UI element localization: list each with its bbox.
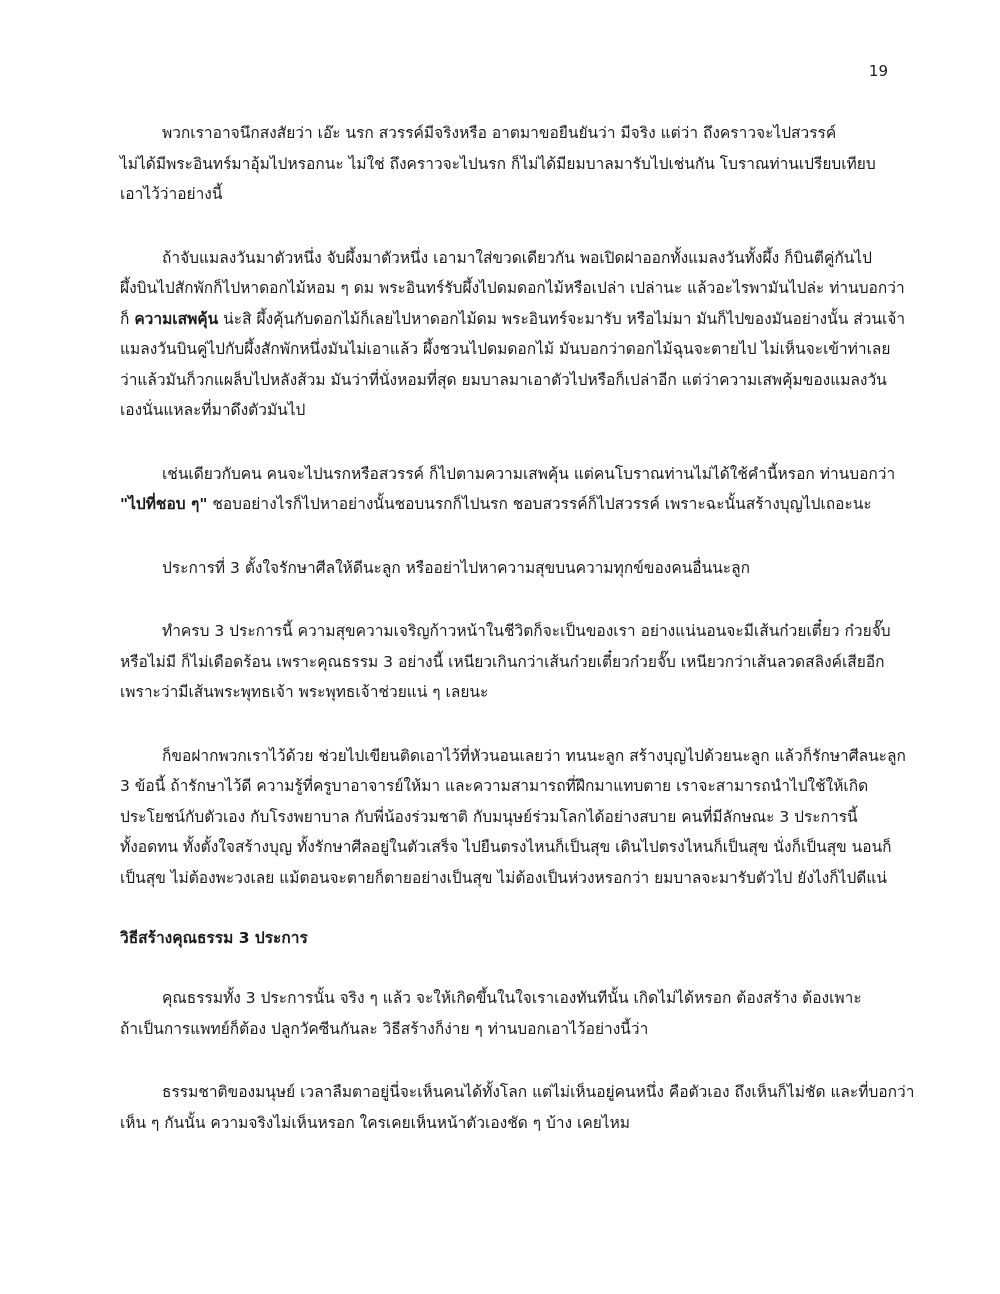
text-line-with-emphasis xyxy=(120,304,906,335)
text-line: เป็นสุข ไม่ต้องพะวงเลย แม้ตอนจะตายก็ตายอย่างเป็นสุข ไม่ต้องเป็นห่วงหรอกว่า ยมบาลจะมารับตัวไป ยังไงก็ไปดีแน่ xyxy=(120,868,887,887)
text-line: ก็ขอฝากพวกเราไว้ด้วย ช่วยไปเขียนติดเอาไว้ที่หัวนอนเลยว่า ทนนะลูก สร้างบุญไปด้วยนะลูก แล้วก็รักษาศีลนะลูก xyxy=(162,746,906,765)
text-line: เองนั่นแหละที่มาดึงตัวมันไป xyxy=(120,401,306,419)
text-segment: ชอบอย่างไรก็ไปหาอย่างนั้นชอบนรกก็ไปนรก ชอบสวรรค์ก็ไปสวรรค์ เพราะฉะนั้นสร้างบุญไปเถอะนะ xyxy=(207,495,872,513)
section-heading: วิธีสร้างคุณธรรม 3 ประการ xyxy=(120,929,308,947)
text-line: ประการที่ 3 ตั้งใจรักษาศีลให้ดีนะลูก หรืออย่าไปหาความสุขบนความทุกข์ของคนอื่นนะลูก xyxy=(162,558,750,577)
text-segment: น่ะสิ ผึ้งคุ้นกับดอกไม้ก็เลยไปหาดอกไม้ดม พระอินทร์จะมารับ หรือไม่มา มันก็ไปของมันอย่างนั้น ส่วนเจ้า xyxy=(218,309,906,328)
text-line: ถ้าเป็นการแพทย์ก็ต้อง ปลูกวัคซีนกันละ วิธีสร้างก็ง่าย ๆ ท่านบอกเอาไว้อย่างนี้ว่า xyxy=(120,1019,649,1038)
paragraph-6 xyxy=(120,741,906,894)
bold-term: ความเสพคุ้น xyxy=(134,309,219,328)
bold-quote: "ไปที่ชอบ ๆ" xyxy=(120,495,208,513)
text-line: เอาไว้ว่าอย่างนี้ xyxy=(120,185,223,203)
paragraph-5 xyxy=(120,616,891,708)
text-line: พวกเราอาจนึกสงสัยว่า เอ๊ะ นรก สวรรค์มีจริงหรือ อาตมาขอยืนยันว่า มีจริง แต่ว่า ถึงคราวจะไปสวรรค์ xyxy=(162,124,837,142)
paragraph-1 xyxy=(120,118,888,210)
text-line: ธรรมชาติของมนุษย์ เวลาลืมตาอยู่นี่จะเห็นคนได้ทั้งโลก แต่ไม่เห็นอยู่คนหนึ่ง คือตัวเอง ถึงเห็นก็ไม่ชัด และที่บอกว่า xyxy=(162,1083,915,1101)
paragraph-4 xyxy=(120,553,888,584)
text-line: ทำครบ 3 ประการนี้ ความสุขความเจริญก้าวหน้าในชีวิตก็จะเป็นของเรา อย่างแน่นอนจะมีเส้นก๋วยเตี๋ยว ก๋วยจั๊บ xyxy=(162,622,891,640)
text-line: 3 ข้อนี้ ถ้ารักษาไว้ดี ความรู้ที่ครูบาอาจารย์ให้มา และความสามารถที่ฝึกมาแทบตาย เราจะสามารถนำไปใช้ให้เกิด xyxy=(120,777,869,795)
text-line: ผึ้งบินไปสักพักก็ไปหาดอกไม้หอม ๆ ดม พระอินทร์รับผึ้งไปดมดอกไม้หรือเปล่า เปล่านะ แล้วอะไรพามันไปล่ะ ท่านบอกว่า xyxy=(120,279,905,297)
text-line: ประโยชน์กับตัวเอง กับโรงพยาบาล กับพี่น้องร่วมชาติ กับมนุษย์ร่วมโลกได้อย่างสบาย คนที่มีลักษณะ 3 ประการนี้ xyxy=(120,807,858,826)
paragraph-7 xyxy=(120,983,888,1044)
body-text xyxy=(120,118,915,1138)
paragraph-8 xyxy=(120,1077,915,1138)
text-line-with-emphasis xyxy=(120,489,888,520)
paragraph-3 xyxy=(120,459,896,520)
text-segment: ก็ xyxy=(120,309,135,328)
text-line: แมลงวันบินคู่ไปกับผึ้งสักพักหนึ่งมันไม่เอาแล้ว ผึ้งชวนไปดมดอกไม้ มันบอกว่าดอกไม้ฉุนจะตายไป ไม่เห็นจะเข้าท่าเลย xyxy=(120,340,891,358)
text-line: คุณธรรมทั้ง 3 ประการนั้น จริง ๆ แล้ว จะให้เกิดขึ้นในใจเราเองทันทีนั้น เกิดไม่ได้หรอก ต้องสร้าง ต้องเพาะ xyxy=(162,989,862,1007)
text-line: ว่าแล้วมันก็วกแผล็บไปหลังส้วม มันว่าที่นั่งหอมที่สุด ยมบาลมาเอาตัวไปหรือก็เปล่าอีก แต่ว่าความเสพคุ้มของแมลงวัน xyxy=(120,370,887,389)
text-line: ทั้งอดทน ทั้งตั้งใจสร้างบุญ ทั้งรักษาศีลอยู่ในตัวเสร็จ ไปยืนตรงไหนก็เป็นสุข เดินไปตรงไหนก็เป็นสุข นั่งก็เป็นสุข นอนก็ xyxy=(120,838,892,856)
text-line: เห็น ๆ กันนั้น ความจริงไม่เห็นหรอก ใครเคยเห็นหน้าตัวเองชัด ๆ บ้าง เคยไหม xyxy=(120,1113,631,1132)
page-number: 19 xyxy=(868,62,888,80)
text-line: เช่นเดียวกับคน คนจะไปนรกหรือสวรรค์ ก็ไปตามความเสพคุ้น แต่คนโบราณท่านไม่ได้ใช้คำนี้หรอก ท่านบอกว่า xyxy=(162,464,896,483)
text-line: หรือไม่มี ก็ไม่เดือดร้อน เพราะคุณธรรม 3 อย่างนี้ เหนียวเกินกว่าเส้นก๋วยเตี๋ยวก๋วยจั๊บ เหนียวกว่าเส้นลวดสลิงค์เสียอีก xyxy=(120,652,885,671)
paragraph-2 xyxy=(120,243,906,426)
text-line: เพราะว่ามีเส้นพระพุทธเจ้า พระพุทธเจ้าช่วยแน่ ๆ เลยนะ xyxy=(120,683,489,701)
text-line: ถ้าจับแมลงวันมาตัวหนึ่ง จับผึ้งมาตัวหนึ่ง เอามาใส่ขวดเดียวกัน พอเปิดฝาออกทั้งแมลงวันทั้งผึ้ง ก็บินตีคู่กันไป xyxy=(162,248,872,267)
text-line: ไม่ได้มีพระอินทร์มาอุ้มไปหรอกนะ ไม่ใช่ ถึงคราวจะไปนรก ก็ไม่ได้มียมบาลมารับไปเช่นกัน โบราณท่านเปรียบเทียบ xyxy=(120,154,876,173)
